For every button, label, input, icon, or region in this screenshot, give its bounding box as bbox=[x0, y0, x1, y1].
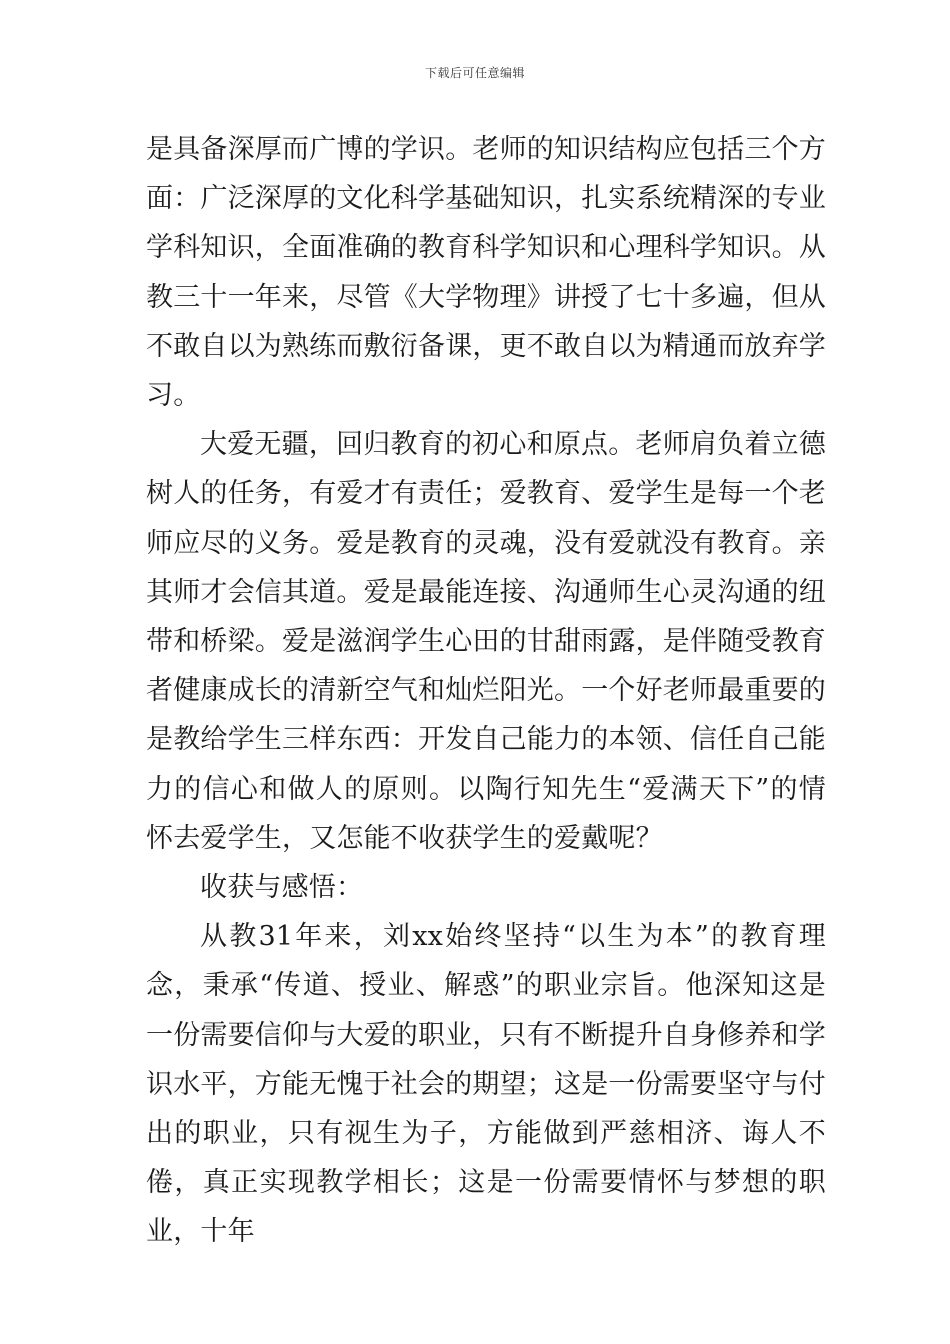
document-body bbox=[146, 125, 826, 1257]
paragraph-love: 大爱无疆，回归教育的初心和原点。老师肩负着立德树人的任务，有爱才有责任；爱教育、爱学生是每一个老师应尽的义务。爱是教育的灵魂，没有爱就没有教育。亲其师才会信其道。爱是最能连接、沟通师生心灵沟通的纽带和桥梁。爱是滋润学生心田的甘甜雨露，是伴随受教育者健康成长的清新空气和灿烂阳光。一个好老师最重要的是教给学生三样东西：开发自己能力的本领、信任自己能力的信心和做人的原则。以陶行知先生“爱满天下”的情怀去爱学生，又怎能不收获学生的爱戴呢？ bbox=[146, 429, 826, 854]
page-header: 下载后可任意编辑 bbox=[424, 66, 525, 80]
paragraph-career: 从教31年来，刘xx始终坚持“以生为本”的教育理念，秉承“传道、授业、解惑”的职业宗旨。他深知这是一份需要信仰与大爱的职业，只有不断提升自身修养和学识水平，方能无愧于社会的期望；这是一份需要坚守与付出的职业，只有视生为子，方能做到严慈相济、诲人不倦，真正实现教学相长；这是一份需要情怀与梦想的职业，十年 bbox=[146, 921, 826, 1248]
paragraph-knowledge: 是具备深厚而广博的学识。老师的知识结构应包括三个方面：广泛深厚的文化科学基础知识，扎实系统精深的专业学科知识，全面准确的教育科学知识和心理科学知识。从教三十一年来，尽管《大学物理》讲授了七十多遍，但从不敢自以为熟练而敷衍备课，更不敢自以为精通而放弃学习。 bbox=[146, 134, 826, 412]
paragraph-heading-insights: 收获与感悟： bbox=[200, 872, 364, 904]
